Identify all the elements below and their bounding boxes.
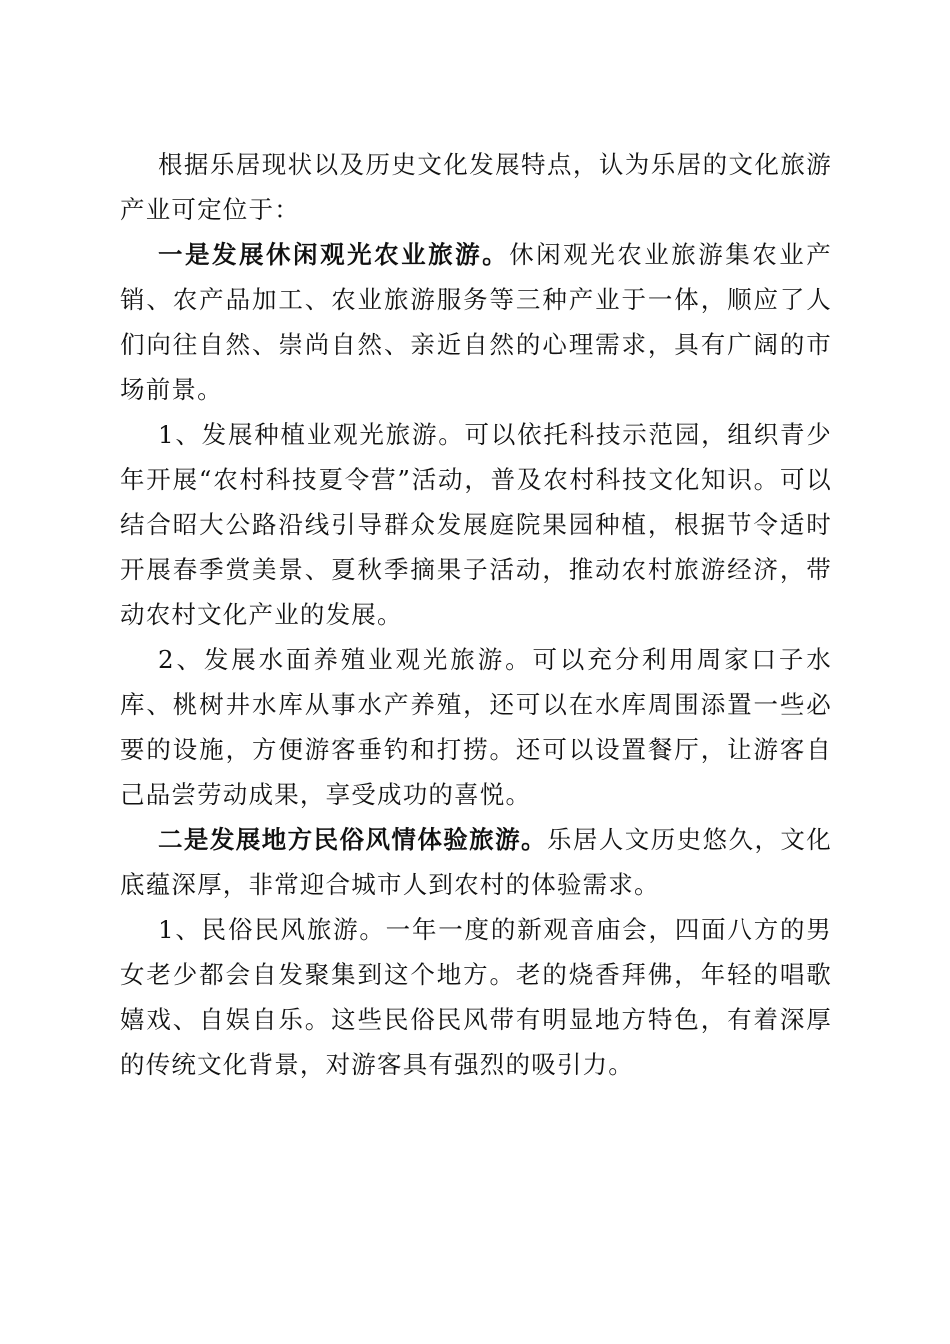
paragraph-item-planting — [120, 412, 832, 637]
paragraph-text: 1、民俗民风旅游。一年一度的新观音庙会，四面八方的男女老少都会自发聚集到这个地方。老的烧香拜佛，年轻的唱歌嬉戏、自娱自乐。这些民俗民风带有明显地方特色，有着深厚的传统文化背景，对游客具有强烈的吸引力。 — [120, 915, 832, 1079]
paragraph-text: 2、发展水面养殖业观光旅游。可以充分利用周家口子水库、桃树井水库从事水产养殖，还可以在水库周围添置一些必要的设施，方便游客垂钓和打捞。还可以设置餐厅，让游客自己品尝劳动成果，享受成功的喜悦。 — [120, 645, 832, 809]
paragraph-item-folk-customs — [120, 907, 832, 1087]
paragraph-text: 乐居人文历史悠久，文化底蕴深厚，非常迎合城市人到农村的体验需求。 — [120, 825, 833, 899]
paragraph-intro — [120, 142, 832, 232]
paragraph-item-aquaculture — [120, 637, 832, 817]
paragraph-text: 1、发展种植业观光旅游。可以依托科技示范园，组织青少年开展“农村科技夏令营”活动，普及农村科技文化知识。可以结合昭大公路沿线引导群众发展庭院果园种植，根据节令适时开展春季赏美景、夏秋季摘果子活动，推动农村旅游经济，带动农村文化产业的发展。 — [120, 420, 832, 629]
paragraph-section-two — [120, 817, 832, 907]
section-heading: 二是发展地方民俗风情体验旅游。 — [158, 825, 547, 854]
paragraph-section-one — [120, 232, 832, 412]
document-body — [120, 142, 832, 1087]
paragraph-text: 休闲观光农业旅游集农业产销、农产品加工、农业旅游服务等三种产业于一体，顺应了人们向往自然、崇尚自然、亲近自然的心理需求，具有广阔的市场前景。 — [120, 240, 832, 404]
paragraph-text: 根据乐居现状以及历史文化发展特点，认为乐居的文化旅游产业可定位于： — [120, 150, 832, 224]
section-heading: 一是发展休闲观光农业旅游。 — [158, 240, 510, 269]
